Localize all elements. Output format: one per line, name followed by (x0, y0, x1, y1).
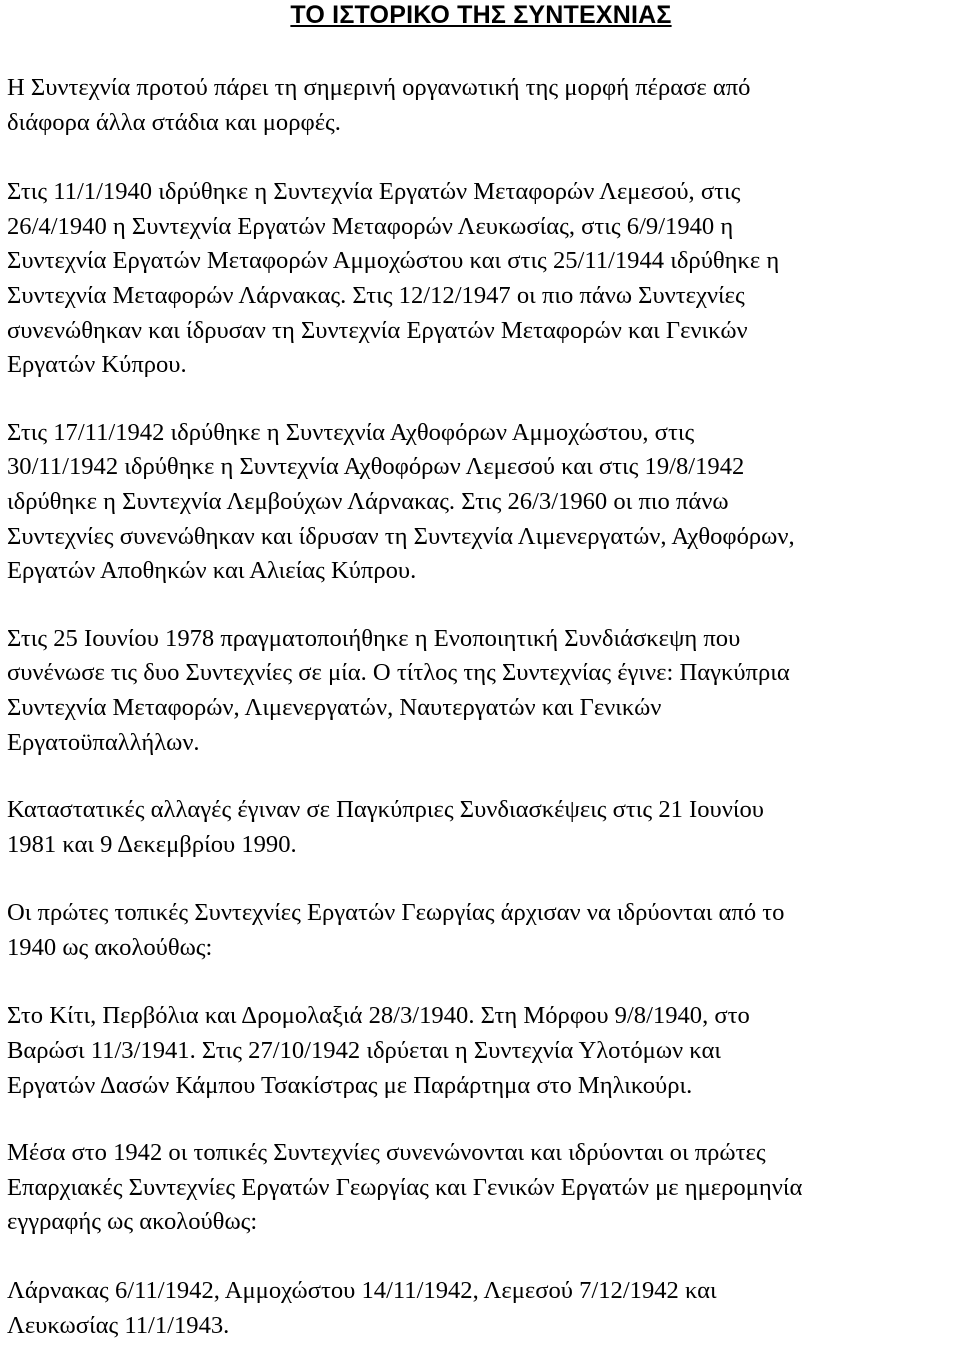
text-line: Στο Κίτι, Περβόλια και Δρομολαξιά 28/3/1940. Στη Μόρφου 9/8/1940, στο (7, 1002, 750, 1030)
text-line: Εργατών Κύπρου. (7, 351, 187, 379)
text-line: Στις 25 Ιουνίου 1978 πραγματοποιήθηκε η Ενοποιητική Συνδιάσκεψη που (7, 624, 741, 652)
text-line: Εργατοϋπαλλήλων. (7, 728, 200, 756)
text-line: Στις 17/11/1942 ιδρύθηκε η Συντεχνία Αχθοφόρων Αμμοχώστου, στις (7, 418, 695, 446)
paragraph-agriculture-unions (7, 896, 955, 965)
text-line: 1981 και 9 Δεκεμβρίου 1990. (7, 830, 297, 858)
text-line: συνενώθηκαν και ίδρυσαν τη Συντεχνία Εργατών Μεταφορών και Γενικών (7, 316, 748, 344)
paragraph-local-unions (7, 999, 955, 1103)
text-line: Εργατών Δασών Κάμπου Τσακίστρας με Παράρτημα στο Μηλικούρι. (7, 1071, 693, 1099)
text-line: ιδρύθηκε η Συντεχνία Λεμβούχων Λάρνακας. Στις 26/3/1960 οι πιο πάνω (7, 487, 729, 515)
text-line: 26/4/1940 η Συντεχνία Εργατών Μεταφορών Λευκωσίας, στις 6/9/1940 η (7, 212, 734, 240)
text-line: Μέσα στο 1942 οι τοπικές Συντεχνίες συνενώνονται και ιδρύονται οι πρώτες (7, 1139, 766, 1167)
text-line: 1940 ως ακολούθως: (7, 933, 213, 961)
text-line: Βαρώσι 11/3/1941. Στις 27/10/1942 ιδρύεται η Συντεχνία Υλοτόμων και (7, 1037, 721, 1065)
text-line: Οι πρώτες τοπικές Συντεχνίες Εργατών Γεωργίας άρχισαν να ιδρύονται από το (7, 899, 785, 927)
text-line: Εργατών Αποθηκών και Αλιείας Κύπρου. (7, 557, 417, 585)
text-line: Συντεχνίες συνενώθηκαν και ίδρυσαν τη Συντεχνία Λιμενεργατών, Αχθοφόρων, (7, 522, 795, 550)
text-line: Η Συντεχνία προτού πάρει τη σημερινή οργανωτική της μορφή πέρασε από (7, 74, 751, 101)
text-line: Καταστατικές αλλαγές έγιναν σε Παγκύπριες Συνδιασκέψεις στις 21 Ιουνίου (7, 796, 764, 824)
paragraph-registration-dates (7, 1274, 955, 1343)
paragraph-unification-1978 (7, 622, 955, 760)
text-line: Λάρνακας 6/11/1942, Αμμοχώστου 14/11/1942, Λεμεσού 7/12/1942 και (7, 1277, 717, 1305)
text-line: συνένωσε τις δυο Συντεχνίες σε μία. Ο τίτλος της Συντεχνίας έγινε: Παγκύπρια (7, 659, 790, 687)
text-line: Συντεχνία Εργατών Μεταφορών Αμμοχώστου και στις 25/11/1944 ιδρύθηκε η (7, 247, 780, 275)
document-page (7, 0, 955, 1343)
text-line: Συντεχνία Μεταφορών Λάρνακας. Στις 12/12/1947 οι πιο πάνω Συντεχνίες (7, 281, 745, 309)
text-line: εγγραφής ως ακολούθως: (7, 1208, 258, 1236)
paragraph-statute-changes (7, 793, 955, 862)
text-line: Λευκωσίας 11/1/1943. (7, 1311, 230, 1339)
paragraph-intro (7, 71, 955, 140)
text-line: Επαρχιακές Συντεχνίες Εργατών Γεωργίας και Γενικών Εργατών με ημερομηνία (7, 1173, 803, 1201)
paragraph-transport-unions (7, 175, 955, 383)
text-line: διάφορα άλλα στάδια και μορφές. (7, 108, 341, 136)
text-line: 30/11/1942 ιδρύθηκε η Συντεχνία Αχθοφόρων Λεμεσού και στις 19/8/1942 (7, 453, 745, 481)
paragraph-porters-unions (7, 416, 955, 589)
paragraph-district-unions (7, 1136, 955, 1240)
document-title: ΤΟ ΙΣΤΟΡΙΚΟ ΤΗΣ ΣΥΝΤΕΧΝΙΑΣ (290, 1, 672, 29)
text-line: Συντεχνία Μεταφορών, Λιμενεργατών, Ναυτεργατών και Γενικών (7, 693, 662, 721)
text-line: Στις 11/1/1940 ιδρύθηκε η Συντεχνία Εργατών Μεταφορών Λεμεσού, στις (7, 178, 741, 206)
